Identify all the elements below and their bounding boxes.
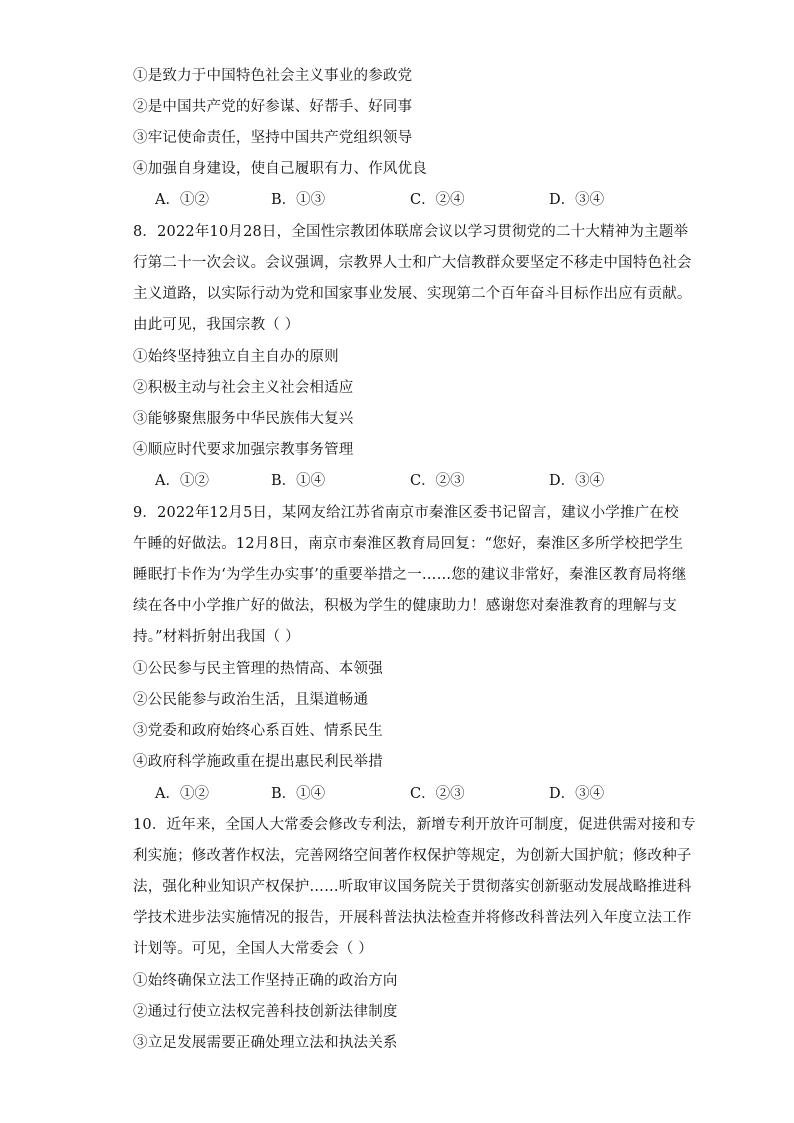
q9-stem-line-5: 持。”材料折射出我国（ ） [133, 629, 300, 645]
q9-item-4: ④政府科学施政重在提出惠民利民举措 [133, 754, 383, 770]
q9-option-b: B．①④ [271, 786, 326, 802]
q9-stem-line-4: 续在各中小学推广好的做法，积极为学生的健康助力！感谢您对秦淮教育的理解与支 [133, 598, 677, 614]
q8-item-1: ①始终坚持独立自主自办的原则 [133, 349, 339, 365]
q7-option-a: A．①② [155, 192, 209, 208]
q7-item-2: ②是中国共产党的好参谋、好帮手、好同事 [133, 99, 413, 115]
q9-option-c: C．②③ [410, 786, 465, 802]
q8-item-4: ④顺应时代要求加强宗教事务管理 [133, 442, 354, 458]
q8-option-b: B．①④ [271, 473, 326, 489]
q10-stem-line-2: 利实施；修改著作权法，完善网络空间著作权保护等规定，为创新大国护航；修改种子 [133, 848, 692, 864]
q8-option-c: C．②③ [410, 473, 465, 489]
q8-stem-line-4: 由此可见，我国宗教（ ） [133, 317, 300, 333]
q10-item-1: ①始终确保立法工作坚持正确的政治方向 [133, 973, 398, 989]
q8-stem-line-2: 行第二十一次会议。会议强调，宗教界人士和广大信教群众要坚定不移走中国特色社会 [133, 255, 692, 271]
q7-option-d: D．③④ [549, 192, 605, 208]
q8-stem-line-1: 8．2022年10月28日，全国性宗教团体联席会议以学习贯彻党的二十大精神为主题举 [133, 224, 689, 240]
q10-stem-line-1: 10．近年来，全国人大常委会修改专利法，新增专利开放许可制度，促进供需对接和专 [133, 817, 696, 833]
q10-item-3: ③立足发展需要正确处理立法和执法关系 [133, 1035, 398, 1051]
q7-item-3: ③牢记使命责任，坚持中国共产党组织领导 [133, 130, 413, 146]
q8-option-a: A．①② [155, 473, 209, 489]
q7-option-c: C．②④ [410, 192, 465, 208]
q8-item-2: ②积极主动与社会主义社会相适应 [133, 380, 354, 396]
q10-stem-line-5: 计划等。可见，全国人大常委会（ ） [133, 941, 374, 957]
q7-option-b: B．①③ [271, 192, 326, 208]
q9-item-3: ③党委和政府始终心系百姓、情系民生 [133, 723, 383, 739]
q9-option-a: A．①② [155, 786, 209, 802]
q7-item-1: ①是致力于中国特色社会主义事业的参政党 [133, 68, 413, 84]
q9-stem-line-2: 午睡的好做法。12月8日，南京市秦淮区教育局回复：“您好，秦淮区多所学校把学生 [133, 536, 684, 552]
q10-stem-line-3: 法，强化种业知识产权保护……听取审议国务院关于贯彻落实创新驱动发展战略推进科 [133, 879, 692, 895]
q9-option-d: D．③④ [549, 786, 605, 802]
q9-stem-line-1: 9．2022年12月5日，某网友给江苏省南京市秦淮区委书记留言，建议小学推广在校 [133, 505, 679, 521]
q8-option-d: D．③④ [549, 473, 605, 489]
q7-item-4: ④加强自身建设，使自己履职有力、作风优良 [133, 161, 427, 177]
q9-stem-line-3: 睡眠打卡作为‘为学生办实事’的重要举措之一……您的建议非常好，秦淮区教育局将继 [133, 567, 687, 583]
q7-options [155, 190, 715, 210]
q10-stem-line-4: 学技术进步法实施情况的报告，开展科普法执法检查并将修改科普法列入年度立法工作 [133, 910, 692, 926]
q8-item-3: ③能够聚焦服务中华民族伟大复兴 [133, 411, 354, 427]
q9-options [155, 784, 715, 804]
q9-item-2: ②公民能参与政治生活，且渠道畅通 [133, 692, 369, 708]
q8-options [155, 471, 715, 491]
q8-stem-line-3: 主义道路，以实际行动为党和国家事业发展、实现第二个百年奋斗目标作出应有贡献。 [133, 286, 692, 302]
q9-item-1: ①公民参与民主管理的热情高、本领强 [133, 661, 383, 677]
q10-item-2: ②通过行使立法权完善科技创新法律制度 [133, 1004, 398, 1020]
